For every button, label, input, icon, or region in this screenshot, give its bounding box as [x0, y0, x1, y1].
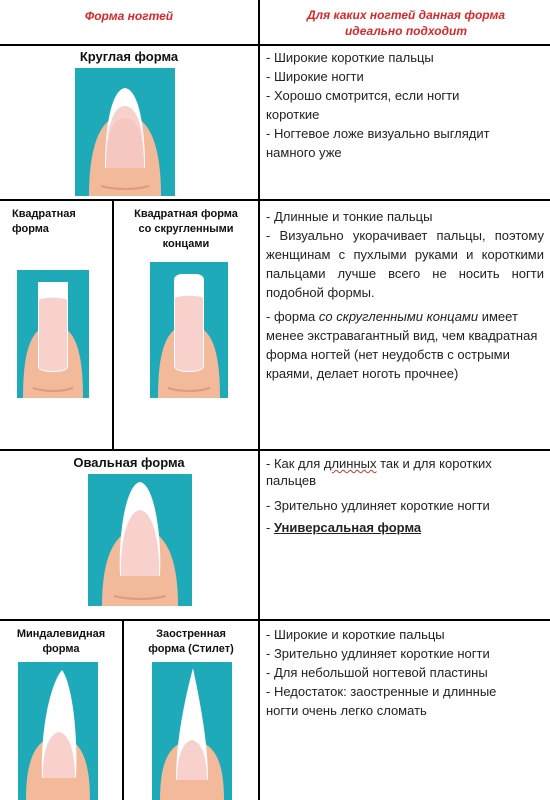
list-item: - Хорошо смотрится, если ногти [266, 88, 460, 103]
list-item: ногти очень легко сломать [266, 703, 427, 718]
header-suitability-column [262, 7, 550, 39]
stiletto-shape-title: Заостренная форма (Стилет) [148, 628, 234, 655]
list-item: короткие [266, 107, 320, 122]
list-item: намного уже [266, 145, 342, 160]
list-item: - Широкие короткие пальцы [266, 50, 434, 65]
list-item: - Визуально укорачивает пальцы, поэтому женщинам с пухлыми руками и короткими пальцами лучше всего не носить ногти подобной формы. [266, 228, 544, 300]
list-item: - Широкие ногти [266, 69, 364, 84]
almond-suitability-list [266, 625, 546, 720]
list-item: - Для небольшой ногтевой пластины [266, 665, 488, 680]
list-item: - Как для длинных так и для коротких [266, 456, 492, 471]
list-item: - Универсальная форма [266, 520, 422, 535]
round-nail-image [75, 68, 175, 196]
list-item: - Недостаток: заостренные и длинные [266, 684, 497, 699]
oval-nail-image [88, 474, 192, 606]
list-item: - Длинные и тонкие пальцы [266, 209, 433, 224]
list-item: - Ногтевое ложе визуально выглядит [266, 126, 490, 141]
square-nail-image [17, 270, 89, 398]
list-item: пальцев [266, 473, 317, 488]
square-rounded-nail-image [150, 262, 228, 398]
list-item: - Зрительно удлиняет короткие ногти [266, 646, 490, 661]
list-item: - форма со скругленными концами имеет менее экстравагантный вид, чем квадратная форма ногтей (нет неудобств с острыми краями, делает ноготь прочнее) [266, 309, 538, 381]
column-divider [258, 0, 260, 800]
round-suitability-list [266, 48, 546, 162]
list-item: - Широкие и короткие пальцы [266, 627, 445, 642]
round-shape-title: Круглая форма [79, 49, 179, 64]
square-suitability-list [266, 207, 544, 383]
header-shape-column [0, 8, 258, 24]
stiletto-nail-image [152, 662, 232, 800]
row-divider [0, 44, 550, 46]
row-divider [0, 619, 550, 621]
header-shape-label: Форма ногтей [84, 9, 174, 23]
oval-shape-title: Овальная форма [73, 455, 185, 470]
header-suitability-line1: Для каких ногтей данная форма [306, 8, 506, 22]
almond-shape-title: Миндалевидная форма [16, 628, 106, 655]
list-item: - Зрительно удлиняет короткие ногти [266, 498, 490, 513]
row-divider [0, 449, 550, 451]
header-suitability-line2: идеально подходит [344, 24, 468, 38]
almond-nail-image [18, 662, 98, 800]
row-divider [0, 199, 550, 201]
oval-suitability-list [266, 455, 546, 536]
square-shape-title: Квадратная форма [12, 208, 76, 235]
square-rounded-shape-title: Квадратная форма со скругленными концами [134, 208, 238, 250]
